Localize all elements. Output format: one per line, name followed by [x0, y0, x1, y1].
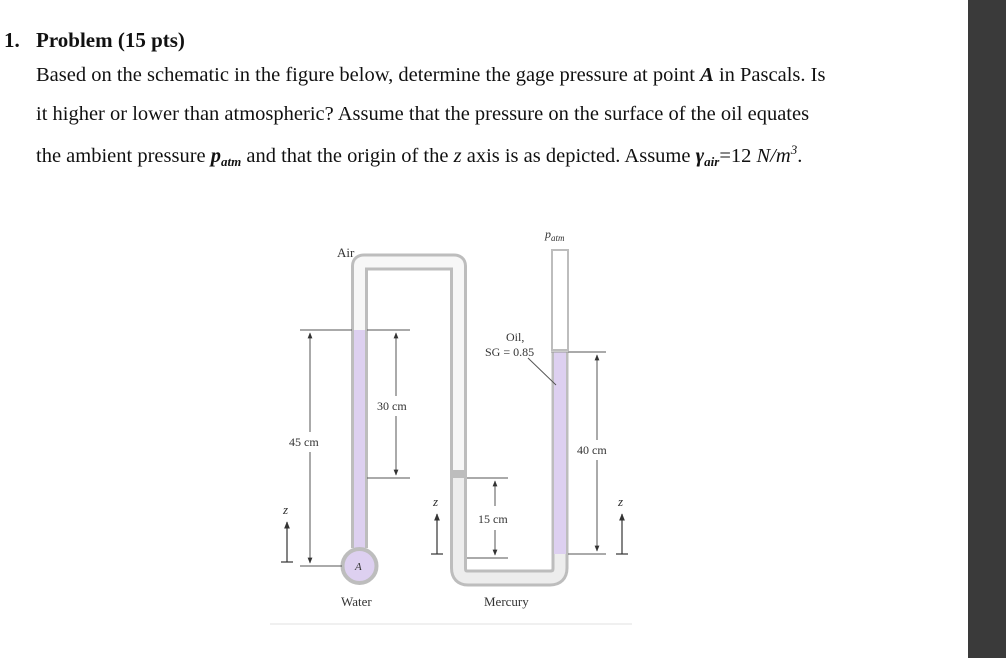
right-open-tube — [552, 250, 568, 350]
left-tube-water-fill — [354, 330, 365, 548]
patm-label-base: p — [545, 227, 551, 241]
gamma-subscript: air — [704, 154, 720, 169]
point-a-label: A — [355, 561, 362, 573]
problem-text-line-2: it higher or lower than atmospheric? Assume that the pressure on the surface of the oil equates — [36, 103, 810, 125]
unit-exponent: 3 — [790, 142, 798, 157]
z-axis-label-middle: z — [433, 494, 439, 509]
air-label: Air — [337, 245, 355, 260]
problem-number: 1. — [4, 28, 20, 52]
line3-text-a: the ambient pressure — [36, 145, 211, 167]
dim-30-label: 30 cm — [377, 399, 407, 413]
mercury-label: Mercury — [484, 594, 529, 609]
patm-label — [544, 227, 565, 243]
dim-40-label: 40 cm — [577, 443, 607, 457]
dim-15-label: 15 cm — [478, 512, 508, 526]
unit-base: N/m — [756, 145, 791, 167]
oil-column — [554, 352, 566, 554]
z-symbol: z — [453, 145, 462, 167]
dim-45-label: 45 cm — [289, 435, 319, 449]
problem-title: Problem (15 pts) — [36, 28, 185, 52]
line3-text-c: axis is as depicted. Assume — [461, 145, 696, 167]
patm-label-sub: atm — [551, 233, 565, 243]
z-axis-label-right: z — [618, 494, 624, 509]
patm-base: p — [210, 145, 222, 167]
oil-sg-label: SG = 0.85 — [485, 345, 535, 359]
gamma-base: γ — [695, 145, 705, 167]
air-inverted-u-tube-bore — [360, 262, 459, 470]
point-a-symbol: A — [700, 64, 714, 86]
air-inverted-u-tube-wall — [360, 262, 459, 548]
line3-end: . — [797, 145, 803, 167]
line3-text-b: and that the origin of the — [241, 145, 454, 167]
patm-subscript: atm — [221, 154, 242, 169]
oil-label: Oil, — [506, 330, 525, 344]
mercury-u-tube-wall — [459, 352, 561, 578]
water-label: Water — [341, 594, 372, 609]
line1-text-b: in Pascals. Is — [713, 64, 826, 86]
gamma-value: =12 — [719, 145, 757, 167]
line1-text-a: Based on the schematic in the figure below, determine the gage pressure at point — [36, 64, 701, 86]
right-edge-bar — [968, 0, 1006, 658]
z-axis-label-left: z — [283, 502, 289, 517]
mercury-u-tube-fill — [459, 478, 561, 578]
